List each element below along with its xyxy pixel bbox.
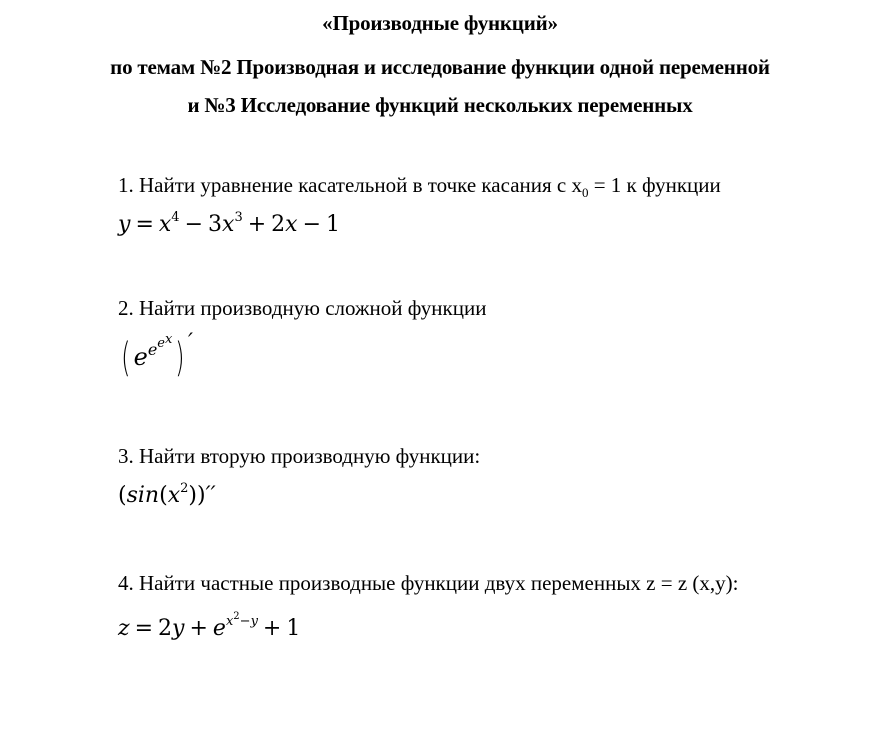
document-subtitle-line-1: по темам №2 Производная и исследование функции одной переменной <box>110 55 770 79</box>
task-3-formula: $(\sin(x^2))''$ <box>118 480 216 508</box>
task-number: 2. <box>118 296 134 320</box>
task-3-text <box>118 443 480 469</box>
task-number: 4. <box>118 571 134 595</box>
task-statement: Найти частные производные функции двух переменных z = z (x,y): <box>139 571 739 595</box>
task-4-text <box>118 570 738 596</box>
task-statement: Найти уравнение касательной в точке касания с $x_0 = 1$ к функции <box>139 173 721 201</box>
task-4-formula: $z = 2y + e^{x^2-y} + 1$ <box>118 610 301 641</box>
task-1-formula: $y = x^4 - 3x^3 + 2x - 1$ <box>118 209 341 237</box>
task-2-text <box>118 295 486 321</box>
task-1-text <box>118 172 721 201</box>
task-2-formula: ( $e^{eex}$) ′ <box>121 330 193 381</box>
document-subtitle-line-2: и №3 Исследование функций нескольких переменных <box>187 93 693 117</box>
task-number: 3. <box>118 444 134 468</box>
document-title: «Производные функций» <box>322 11 558 35</box>
task-statement: Найти вторую производную функции: <box>139 444 481 468</box>
task-number: 1. <box>118 173 134 197</box>
task-statement: Найти производную сложной функции <box>139 296 487 320</box>
